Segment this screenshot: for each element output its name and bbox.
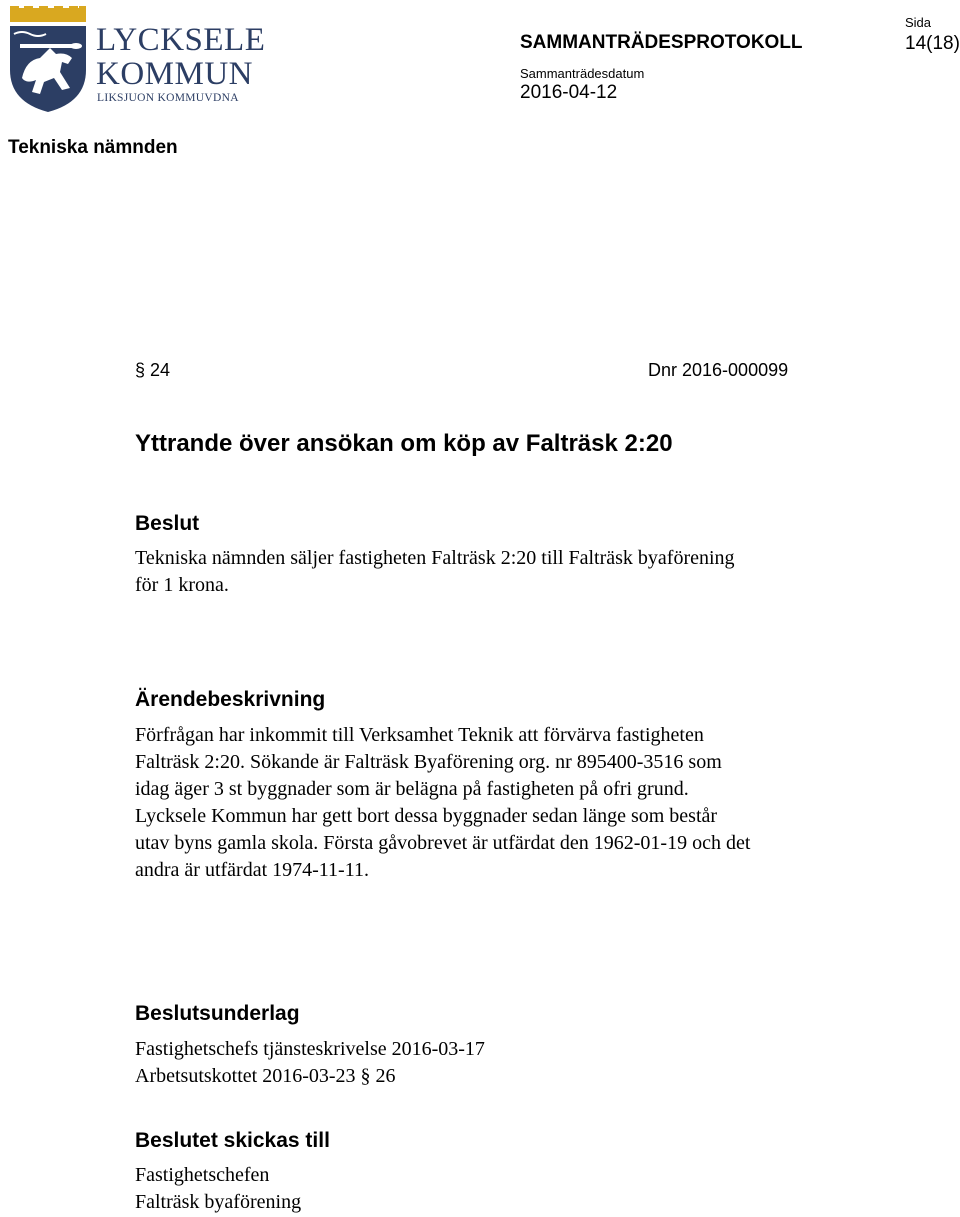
page-number: 14(18) [905, 33, 960, 54]
arendebeskrivning-text [135, 722, 750, 884]
text-line: utav byns gamla skola. Första gåvobrevet är utfärdat den 1962-01-19 och det [135, 832, 751, 854]
logo-text-lycksele: LYCKSELE [96, 22, 266, 58]
heading-arendebeskrivning: Ärendebeskrivning [135, 688, 326, 711]
document-type: SAMMANTRÄDESPROTOKOLL [520, 32, 803, 53]
paragraph-title: Yttrande över ansökan om köp av Falträsk 2:20 [135, 430, 673, 457]
page-label: Sida [905, 15, 932, 30]
logo-text-kommun: KOMMUN [96, 56, 254, 92]
board-name: Tekniska nämnden [8, 137, 178, 158]
coat-of-arms-icon [6, 6, 92, 114]
text-line: Förfrågan har inkommit till Verksamhet Teknik att förvärva fastigheten [135, 724, 704, 746]
text-line: för 1 krona. [135, 574, 229, 596]
heading-beslut: Beslut [135, 512, 200, 535]
text-line: Falträsk 2:20. Sökande är Falträsk Byaförening org. nr 895400-3516 som [135, 751, 722, 773]
meeting-date-value: 2016-04-12 [520, 82, 618, 103]
beslut-text [135, 545, 735, 599]
text-line: idag äger 3 st byggnader som är belägna på fastigheten på ofri grund. [135, 778, 689, 800]
heading-beslutsunderlag: Beslutsunderlag [135, 1002, 300, 1025]
text-line: Arbetsutskottet 2016-03-23 § 26 [135, 1065, 396, 1087]
diary-number: Dnr 2016-000099 [648, 360, 789, 380]
heading-skickas-till: Beslutet skickas till [135, 1129, 330, 1152]
text-line: Lycksele Kommun har gett bort dessa byggnader sedan länge som består [135, 805, 718, 827]
logo-text-sami: LIKSJUON KOMMUVDNA [97, 92, 239, 104]
beslutsunderlag-text [135, 1036, 485, 1090]
text-line: Fastighetschefen [135, 1164, 270, 1186]
skickas-till-text [135, 1162, 301, 1216]
paragraph-number: § 24 [135, 360, 171, 380]
text-line: Tekniska nämnden säljer fastigheten Falträsk 2:20 till Falträsk byaförening [135, 547, 735, 569]
text-line: Falträsk byaförening [135, 1191, 302, 1213]
text-line: Fastighetschefs tjänsteskrivelse 2016-03-17 [135, 1038, 485, 1060]
text-line: andra är utfärdat 1974-11-11. [135, 859, 369, 881]
meeting-date-label: Sammanträdesdatum [520, 66, 645, 81]
